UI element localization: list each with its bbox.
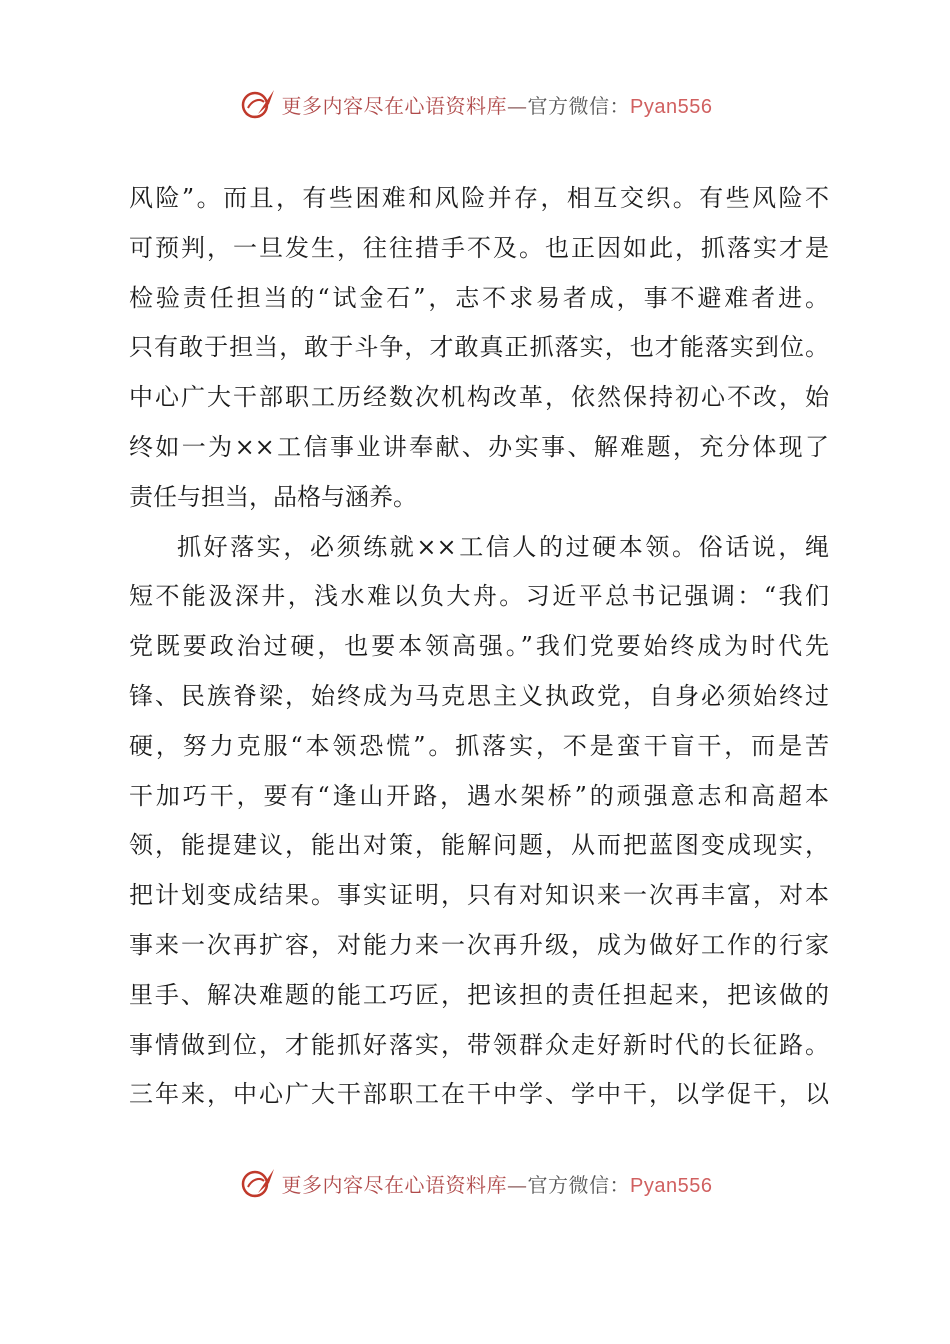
header-wechat-label: 官方微信： [527, 93, 631, 118]
quill-pen-swirl-icon [238, 84, 278, 124]
text-line: 中心广大干部职工历经数次机构改革，依然保持初心不改，始 [129, 383, 829, 412]
text-line: 短不能汲深井，浅水难以负大舟。习近平总书记强调：“我们 [129, 582, 829, 611]
footer-brand: 更多内容尽在心语资料库 [281, 1172, 508, 1197]
text-line: 责任与担当，品格与涵养。 [129, 482, 417, 511]
text-line: 只有敢于担当，敢于斗争，才敢真正抓落实，也才能落实到位。 [129, 333, 829, 362]
text-line: 抓好落实，必须练就××工信人的过硬本领。俗话说，绳 [177, 532, 829, 561]
text-line: 可预判，一旦发生，往往措手不及。也正因如此，抓落实才是 [129, 233, 829, 262]
text-line: 硬，努力克服“本领恐慌”。抓落实，不是蛮干盲干，而是苦 [129, 731, 829, 760]
text-line: 事来一次再扩容，对能力来一次再升级，成为做好工作的行家 [129, 930, 829, 959]
text-line: 锋、民族脊梁，始终成为马克思主义执政党，自身必须始终过 [129, 681, 829, 710]
text-line: 风险”。而且，有些困难和风险并存，相互交织。有些风险不 [129, 184, 829, 212]
header-text [282, 90, 713, 119]
text-line: 里手、解决难题的能工巧匠，把该担的责任担起来，把该做的 [129, 980, 829, 1009]
footer-wechat-label: 官方微信： [527, 1172, 631, 1197]
text-line: 干加巧干，要有“逢山开路，遇水架桥”的顽强意志和高超本 [129, 781, 829, 810]
document-body [129, 174, 829, 1120]
text-line: 党既要政治过硬，也要本领高强。”我们党要始终成为时代先 [129, 632, 829, 661]
text-line: 领，能提建议，能出对策，能解问题，从而把蓝图变成现实， [129, 831, 829, 860]
text-line: 终如一为××工信事业讲奉献、办实事、解难题，充分体现了 [129, 432, 829, 461]
paragraph-2 [129, 523, 829, 1121]
text-line: 检验责任担当的“试金石”，志不求易者成，事不避难者进。 [129, 283, 829, 312]
text-line: 事情做到位，才能抓好落实，带领群众走好新时代的长征路。 [129, 1030, 829, 1059]
text-line: 三年来，中心广大干部职工在干中学、学中干，以学促干，以 [129, 1080, 829, 1109]
header-banner [0, 84, 950, 124]
header-brand: 更多内容尽在心语资料库 [281, 93, 508, 118]
footer-dash: — [507, 1172, 528, 1197]
footer-banner [0, 1163, 950, 1203]
footer-text [282, 1169, 713, 1198]
header-wechat-id: Pyan556 [630, 95, 713, 118]
footer-wechat-id: Pyan556 [630, 1174, 713, 1197]
text-line: 把计划变成结果。事实证明，只有对知识来一次再丰富，对本 [129, 881, 829, 910]
paragraph-1 [129, 174, 829, 523]
header-dash: — [507, 93, 528, 118]
quill-pen-swirl-icon [238, 1163, 278, 1203]
